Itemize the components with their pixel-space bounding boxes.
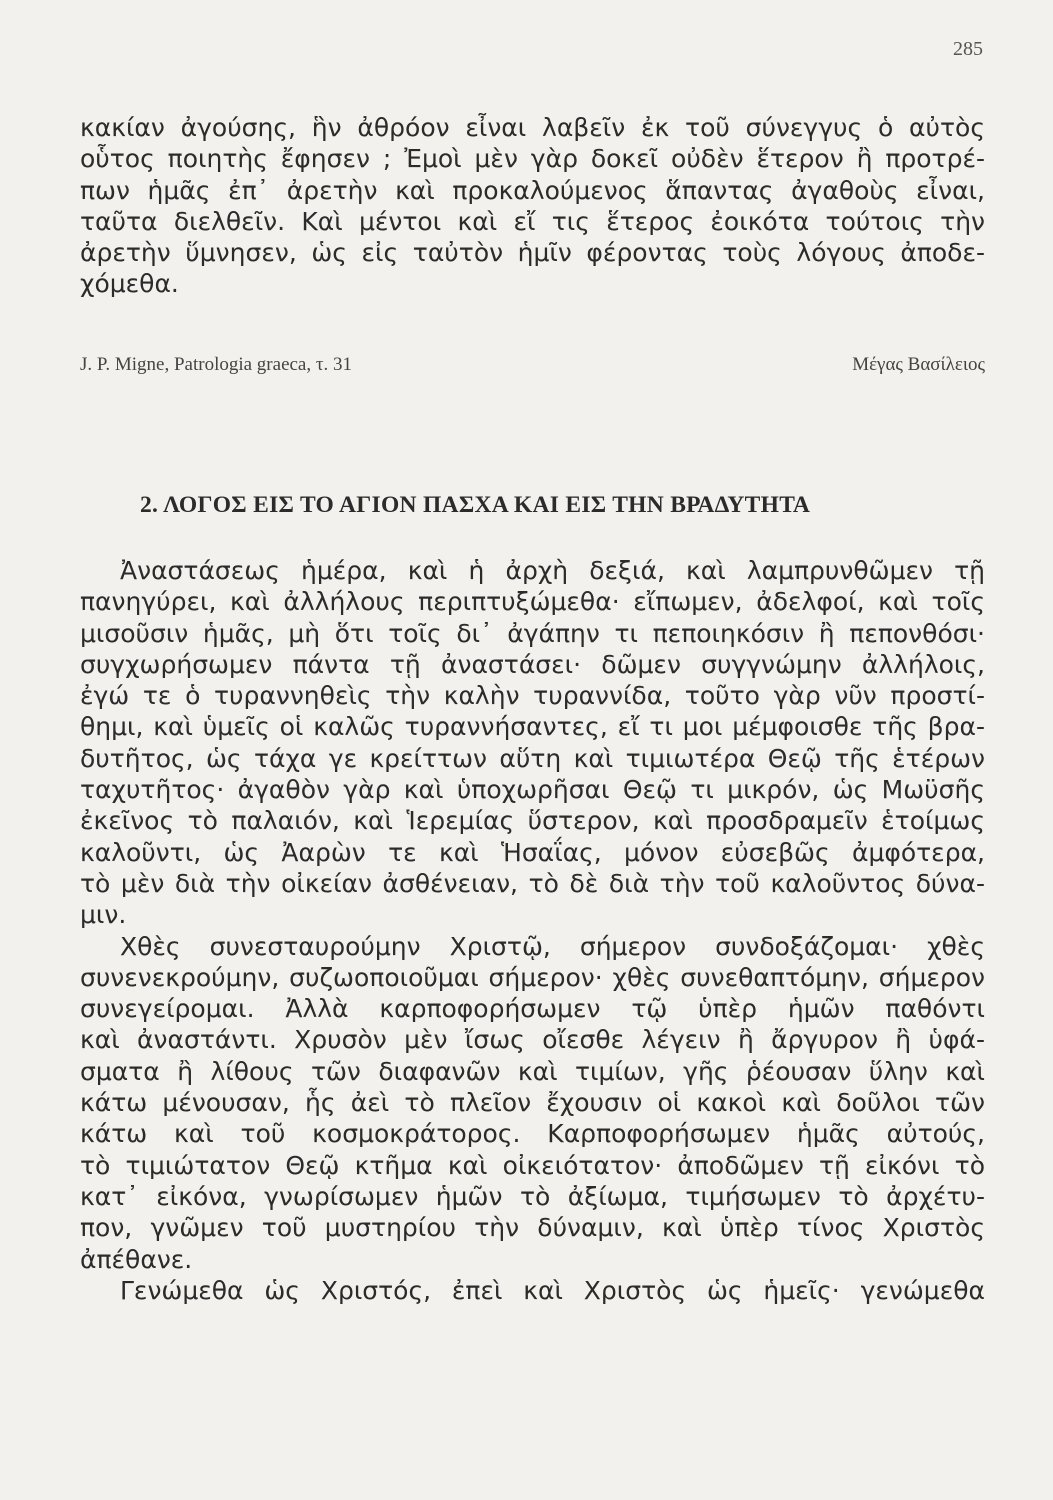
quote-paragraph	[80, 112, 985, 300]
text-line: ταῦτα διελθεῖν. Καὶ μέντοι καὶ εἴ τις ἕτερος ἐοικότα τούτοις τὴν	[80, 206, 985, 236]
text-line: πανηγύρει, καὶ ἀλλήλους περιπτυξώμεθα· εἴπωμεν, ἀδελφοί, καὶ τοῖς	[80, 587, 985, 617]
text-line: μισοῦσιν ἡμᾶς, μὴ ὅτι τοῖς δι᾿ ἀγάπην τι πεποιηκόσιν ἢ πεπονθόσι·	[80, 618, 985, 648]
text-line: σματα ἢ λίθους τῶν διαφανῶν καὶ τιμίων, γῆς ῥέουσαν ὕλην καὶ	[80, 1056, 985, 1086]
text-line: Ἀναστάσεως ἡμέρα, καὶ ἡ ἀρχὴ δεξιά, καὶ λαμπρυνθῶμεν τῇ	[120, 556, 985, 585]
text-line: κάτω μένουσαν, ἧς ἀεὶ τὸ πλεῖον ἔχουσιν οἱ κακοὶ καὶ δοῦλοι τῶν	[80, 1088, 985, 1118]
text-line: μιν.	[80, 900, 127, 930]
text-line: καὶ ἀναστάντι. Χρυσὸν μὲν ἴσως οἴεσθε λέγειν ἢ ἄργυρον ἢ ὑφά-	[80, 1025, 985, 1055]
text-line: τὸ μὲν διὰ τὴν οἰκείαν ἀσθένειαν, τὸ δὲ διὰ τὴν τοῦ καλοῦντος δύνα-	[80, 868, 985, 898]
text-line: ἀπέθανε.	[80, 1244, 193, 1274]
text-line: ἐκεῖνος τὸ παλαιόν, καὶ Ἱερεμίας ὕστερον, καὶ προσδραμεῖν ἑτοίμως	[80, 806, 985, 836]
text-line: χόμεθα.	[80, 269, 179, 299]
source-citation-row	[80, 354, 985, 376]
text-line: ἀρετὴν ὕμνησεν, ὡς εἰς ταὐτὸν ἡμῖν φέροντας τοὺς λόγους ἀποδε-	[80, 238, 985, 268]
text-line: θημι, καὶ ὑμεῖς οἱ καλῶς τυραννήσαντες, εἴ τι μοι μέμφοισθε τῆς βρα-	[80, 712, 985, 742]
source-citation: J. P. Migne, Patrologia graeca, τ. 31	[80, 354, 353, 375]
text-line: ἐγώ τε ὁ τυραννηθεὶς τὴν καλὴν τυραννίδα, τοῦτο γὰρ νῦν προστί-	[80, 681, 985, 711]
text-line: οὗτος ποιητὴς ἔφησεν ; Ἐμοὶ μὲν γὰρ δοκεῖ οὐδὲν ἕτερον ἢ προτρέ-	[80, 144, 985, 174]
text-line: καλοῦντι, ὡς Ἀαρὼν τε καὶ Ἡσαΐας, μόνον εὐσεβῶς ἀμφότερα,	[80, 837, 985, 867]
text-line: πων ἡμᾶς ἐπ᾿ ἀρετὴν καὶ προκαλούμενος ἅπαντας ἀγαθοὺς εἶναι,	[80, 175, 985, 205]
text-line: συγχωρήσωμεν πάντα τῇ ἀναστάσει· δῶμεν συγγνώμην ἀλλήλοις,	[80, 649, 985, 679]
text-line: κάτω καὶ τοῦ κοσμοκράτορος. Καρποφορήσωμεν ἡμᾶς αὐτούς,	[80, 1119, 985, 1149]
text-line: ταχυτῆτος· ἀγαθὸν γὰρ καὶ ὑποχωρῆσαι Θεῷ τι μικρόν, ὡς Μωϋσῆς	[80, 775, 985, 805]
section-body	[80, 555, 985, 1306]
text-line: κατ᾿ εἰκόνα, γνωρίσωμεν ἡμῶν τὸ ἀξίωμα, τιμήσωμεν τὸ ἀρχέτυ-	[80, 1181, 985, 1211]
section-heading: 2. ΛΟΓΟΣ ΕΙΣ ΤΟ ΑΓΙΟΝ ΠΑΣΧΑ ΚΑΙ ΕΙΣ ΤΗΝ ΒΡΑΔΥΤΗΤΑ	[140, 492, 811, 518]
text-line: συνεγείρομαι. Ἀλλὰ καρποφορήσωμεν τῷ ὑπὲρ ἡμῶν παθόντι	[80, 994, 985, 1024]
text-line: δυτῆτος, ὡς τάχα γε κρείττων αὕτη καὶ τιμιωτέρα Θεῷ τῆς ἑτέρων	[80, 743, 985, 773]
text-line: συνενεκρούμην, συζωοποιοῦμαι σήμερον· χθὲς συνεθαπτόμην, σήμερον	[80, 962, 985, 992]
source-author: Μέγας Βασίλειος	[852, 354, 985, 375]
text-line: Γενώμεθα ὡς Χριστός, ἐπεὶ καὶ Χριστὸς ὡς ἡμεῖς· γενώμεθα	[120, 1275, 985, 1305]
page-number: 285	[953, 38, 983, 60]
text-line: τὸ τιμιώτατον Θεῷ κτῆμα καὶ οἰκειότατον· ἀποδῶμεν τῇ εἰκόνι τὸ	[80, 1150, 985, 1180]
text-line: πον, γνῶμεν τοῦ μυστηρίου τὴν δύναμιν, καὶ ὑπὲρ τίνος Χριστὸς	[80, 1213, 985, 1243]
text-line: κακίαν ἀγούσης, ἣν ἀθρόον εἶναι λαβεῖν ἐκ τοῦ σύνεγγυς ὁ αὐτὸς	[80, 113, 985, 142]
text-line: Χθὲς συνεσταυρούμην Χριστῷ, σήμερον συνδοξάζομαι· χθὲς	[120, 931, 985, 961]
